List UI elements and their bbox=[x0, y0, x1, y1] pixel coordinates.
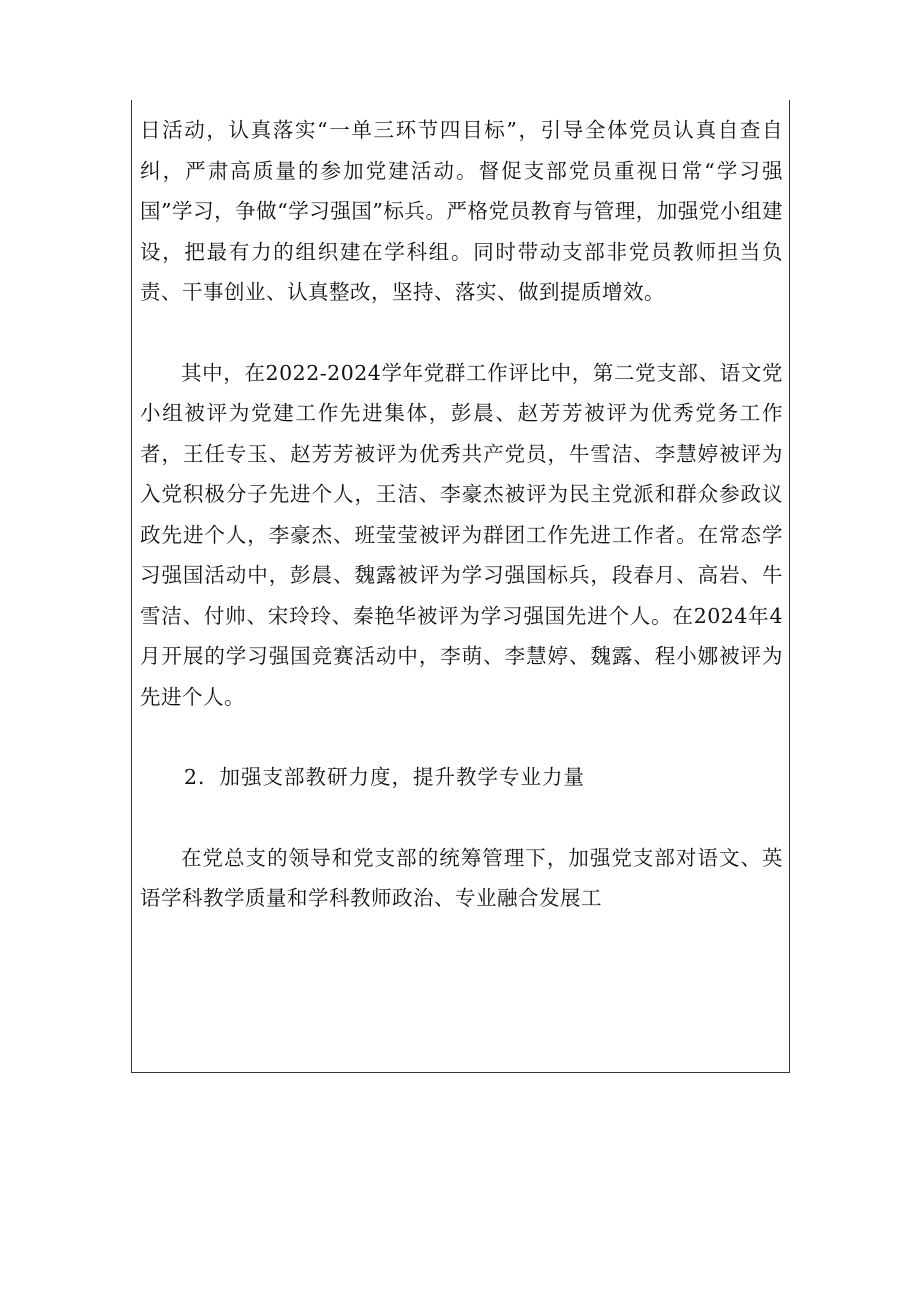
document-frame bbox=[131, 100, 790, 1073]
paragraph-awards: 其中，在2022-2024学年党群工作评比中，第二党支部、语文党小组被评为党建工作先进集体，彭晨、赵芳芳被评为优秀党务工作者，王任专玉、赵芳芳被评为优秀共产党员，牛雪洁、李慧婷被评为入党积极分子先进个人，王洁、李豪杰被评为民主党派和群众参政议政先进个人，李豪杰、班莹莹被评为群团工作先进工作者。在常态学习强国活动中，彭晨、魏露被评为学习强国标兵，段春月、高岩、牛雪洁、付帅、宋玲玲、秦艳华被评为学习强国先进个人。在2024年4月开展的学习强国竞赛活动中，李萌、李慧婷、魏露、程小娜被评为先进个人。 bbox=[140, 360, 783, 709]
paragraph-section-intro: 在党总支的领导和党支部的统筹管理下，加强党支部对语文、英语学科教学质量和学科教师政治、专业融合发展工 bbox=[140, 845, 783, 910]
section-heading: 2．加强支部教研力度，提升教学专业力量 bbox=[184, 765, 586, 789]
document-body bbox=[140, 110, 783, 919]
paragraph-continuation: 日活动，认真落实“一单三环节四目标”，引导全体党员认真自查自纠，严肃高质量的参加党建活动。督促支部党员重视日常“学习强国”学习，争做“学习强国”标兵。严格党员教育与管理，加强党小组建设，把最有力的组织建在学科组。同时带动支部非党员教师担当负责、干事创业、认真整改，坚持、落实、做到提质增效。 bbox=[140, 118, 783, 304]
